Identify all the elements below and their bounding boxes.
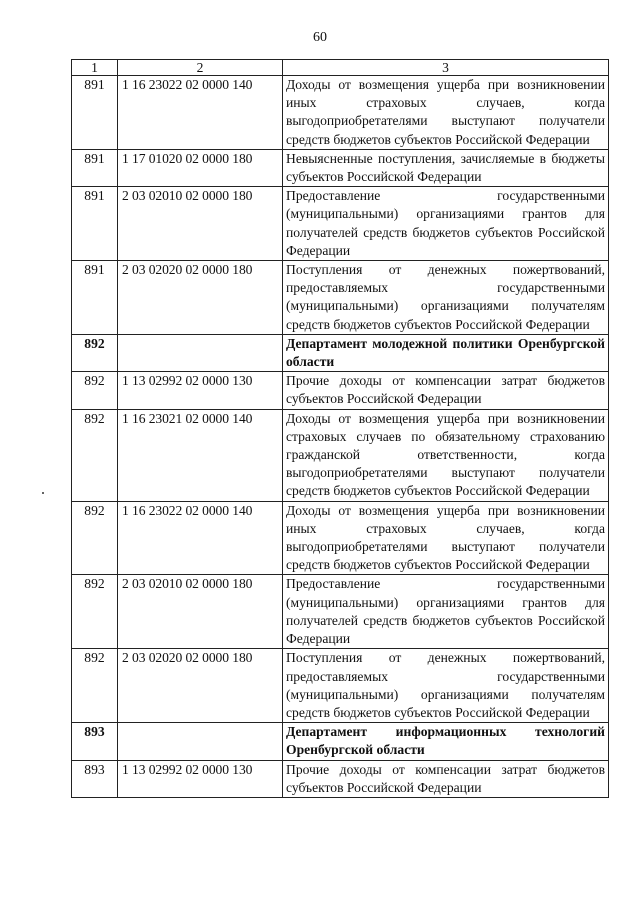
admin-code-cell: 892 (72, 372, 118, 409)
budget-code-cell: 2 03 02010 02 0000 180 (118, 575, 283, 649)
header-col-1: 1 (72, 60, 118, 76)
admin-code-cell: 893 (72, 723, 118, 760)
admin-code-cell: 891 (72, 76, 118, 150)
budget-code-cell (118, 723, 283, 760)
table-row (72, 501, 609, 575)
budget-code-cell: 1 16 23021 02 0000 140 (118, 409, 283, 501)
description-cell: Департамент молодежной политики Оренбургской области (283, 334, 609, 371)
table-row (72, 372, 609, 409)
table-row (72, 760, 609, 797)
description-cell: Поступления от денежных пожертвований, предоставляемых государственными (муниципальными) организациями получателям средств бюджетов субъектов Российской Федерации (283, 649, 609, 723)
description-cell: Предоставление государственными (муниципальными) организациями грантов для получателей средств бюджетов субъектов Российской Федерации (283, 575, 609, 649)
budget-code-cell (118, 334, 283, 371)
section-header-row (72, 334, 609, 371)
table-row (72, 149, 609, 186)
revenue-codes-table (71, 59, 609, 798)
admin-code-cell: 892 (72, 409, 118, 501)
admin-code-cell: 892 (72, 649, 118, 723)
page-number: 60 (313, 30, 327, 45)
description-cell: Невыясненные поступления, зачисляемые в бюджеты субъектов Российской Федерации (283, 149, 609, 186)
scan-speck (42, 492, 44, 494)
description-cell: Предоставление государственными (муниципальными) организациями грантов для получателей средств бюджетов субъектов Российской Федерации (283, 187, 609, 261)
budget-code-cell: 1 17 01020 02 0000 180 (118, 149, 283, 186)
admin-code-cell: 892 (72, 501, 118, 575)
budget-code-cell: 2 03 02020 02 0000 180 (118, 649, 283, 723)
table-row (72, 76, 609, 150)
description-cell: Доходы от возмещения ущерба при возникновении иных страховых случаев, когда выгодоприобретателями выступают получатели средств бюджетов субъектов Российской Федерации (283, 501, 609, 575)
admin-code-cell: 891 (72, 187, 118, 261)
description-cell: Доходы от возмещения ущерба при возникновении иных страховых случаев, когда выгодоприобретателями выступают получатели средств бюджетов субъектов Российской Федерации (283, 76, 609, 150)
table-row (72, 187, 609, 261)
admin-code-cell: 892 (72, 575, 118, 649)
description-cell: Доходы от возмещения ущерба при возникновении страховых случаев по обязательному страхованию гражданской ответственности, когда выгодоприобретателями выступают получатели средств бюджетов субъектов Российской Федерации (283, 409, 609, 501)
table-row (72, 649, 609, 723)
budget-code-cell: 1 13 02992 02 0000 130 (118, 372, 283, 409)
table-row (72, 261, 609, 335)
admin-code-cell: 891 (72, 149, 118, 186)
description-cell: Прочие доходы от компенсации затрат бюджетов субъектов Российской Федерации (283, 372, 609, 409)
budget-code-cell: 2 03 02020 02 0000 180 (118, 261, 283, 335)
budget-code-cell: 1 16 23022 02 0000 140 (118, 501, 283, 575)
header-col-2: 2 (118, 60, 283, 76)
table-row (72, 575, 609, 649)
budget-code-cell: 1 16 23022 02 0000 140 (118, 76, 283, 150)
table-body (72, 76, 609, 798)
admin-code-cell: 891 (72, 261, 118, 335)
description-cell: Прочие доходы от компенсации затрат бюджетов субъектов Российской Федерации (283, 760, 609, 797)
admin-code-cell: 893 (72, 760, 118, 797)
table-header-row (72, 60, 609, 76)
header-col-3: 3 (283, 60, 609, 76)
section-header-row (72, 723, 609, 760)
budget-code-cell: 2 03 02010 02 0000 180 (118, 187, 283, 261)
description-cell: Поступления от денежных пожертвований, предоставляемых государственными (муниципальными) организациями получателям средств бюджетов субъектов Российской Федерации (283, 261, 609, 335)
budget-code-cell: 1 13 02992 02 0000 130 (118, 760, 283, 797)
table-row (72, 409, 609, 501)
description-cell: Департамент информационных технологий Оренбургской области (283, 723, 609, 760)
admin-code-cell: 892 (72, 334, 118, 371)
